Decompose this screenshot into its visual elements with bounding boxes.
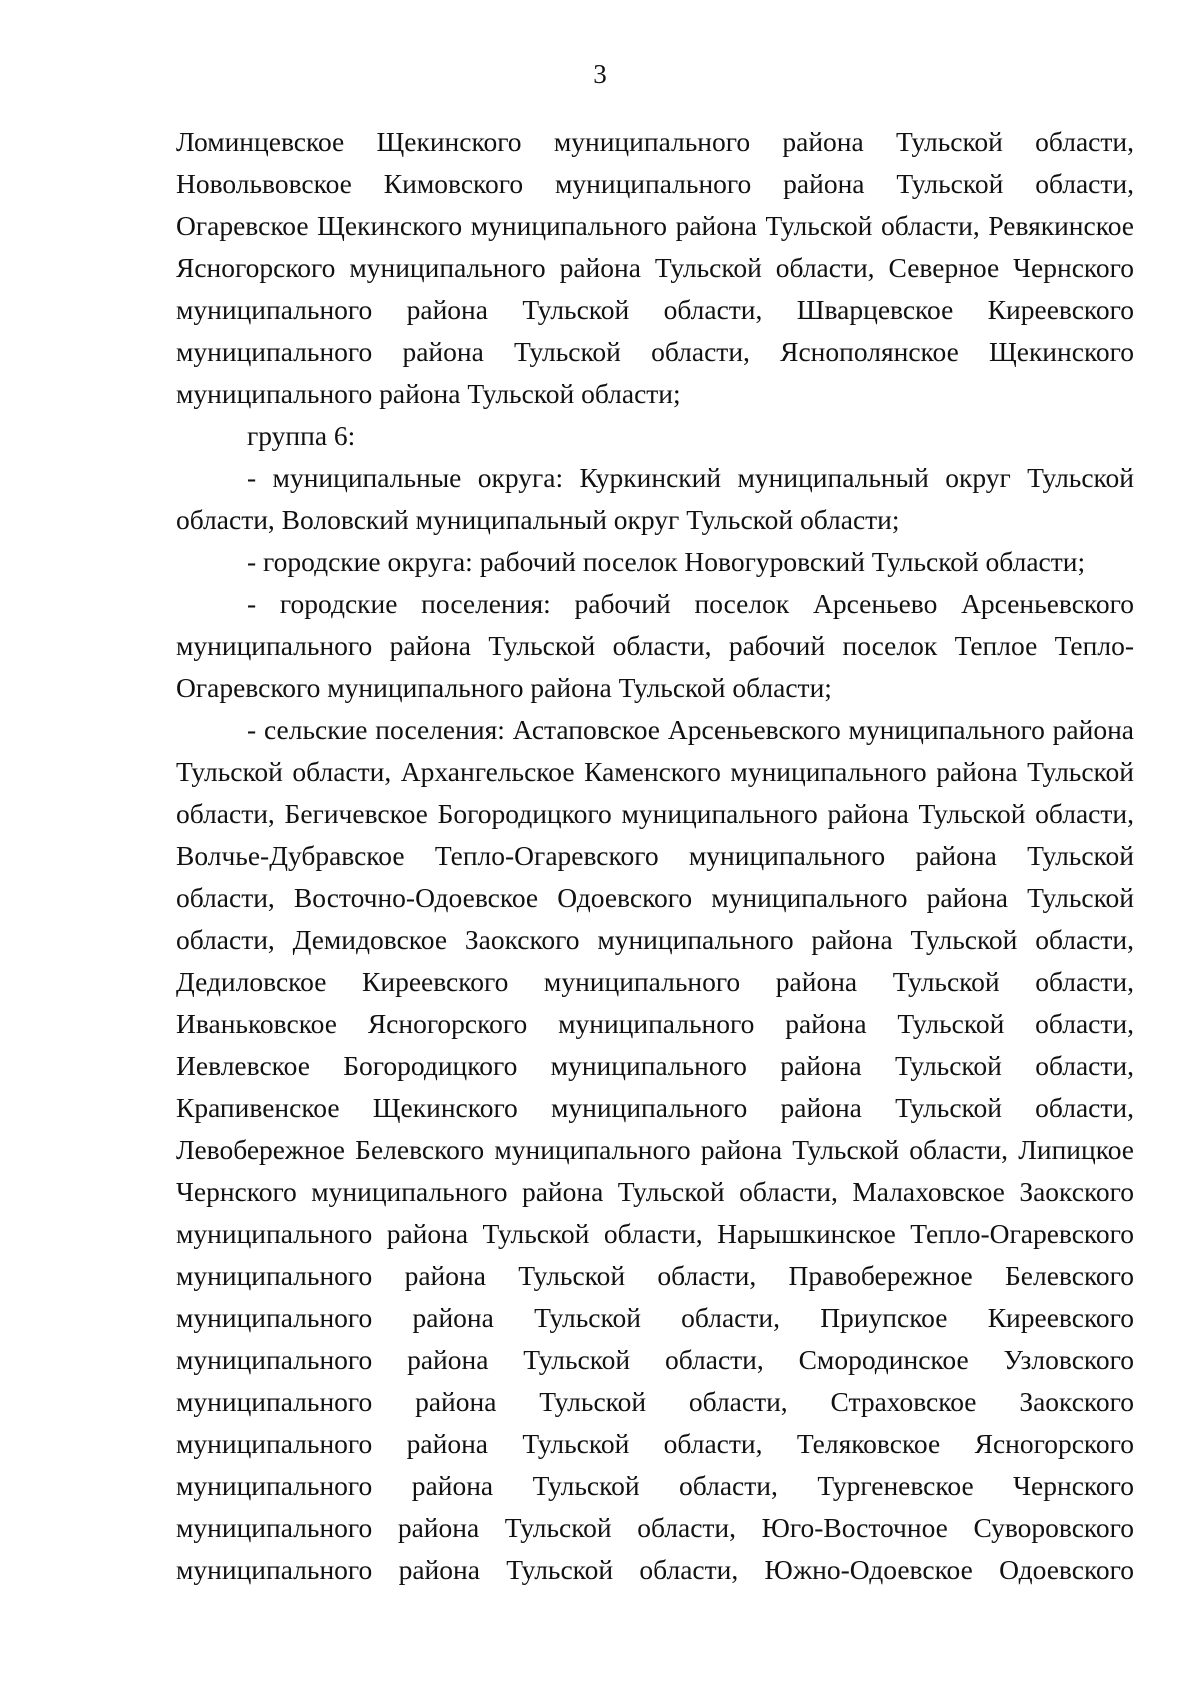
paragraph-municipal-districts: - муниципальные округа: Куркинский муниципальный округ Тульской области, Воловский муниципальный округ Тульской области;: [176, 462, 1134, 535]
paragraph-city-districts: - городские округа: рабочий поселок Новогуровский Тульской области;: [247, 546, 1086, 577]
paragraph-settlements-continuation: Ломинцевское Щекинского муниципального района Тульской области, Новольвовское Кимовского муниципального района Тульской области, Огаревское Щекинского муниципального района Тульской области, Ревякинское Ясногорского муниципального района Тульской области, Северное Чернского муниципального района Тульской области, Шварцевское Киреевского муниципального района Тульской области, Яснополянское Щекинского муниципального района Тульской области;: [176, 126, 1134, 409]
paragraph-urban-settlements: - городские поселения: рабочий поселок Арсеньево Арсеньевского муниципального района Тульской области, рабочий поселок Теплое Тепло-Огаревского муниципального района Тульской области;: [176, 588, 1134, 703]
group-6-heading: группа 6:: [247, 420, 356, 451]
page-number: 3: [593, 59, 607, 89]
document-body: [176, 121, 1134, 1591]
paragraph-rural-settlements: - сельские поселения: Астаповское Арсеньевского муниципального района Тульской области, Архангельское Каменского муниципального района Тульской области, Бегичевское Богородицкого муниципального района Тульской области, Волчье-Дубравское Тепло-Огаревского муниципального района Тульской области, Восточно-Одоевское Одоевского муниципального района Тульской области, Демидовское Заокского муниципального района Тульской области, Дедиловское Киреевского муниципального района Тульской области, Иваньковское Ясногорского муниципального района Тульской области, Иевлевское Богородицкого муниципального района Тульской области, Крапивенское Щекинского муниципального района Тульской области, Левобережное Белевского муниципального района Тульской области, Липицкое Чернского муниципального района Тульской области, Малаховское Заокского муниципального района Тульской области, Нарышкинское Тепло-Огаревского муниципального района Тульской области, Правобережное Белевского муниципального района Тульской области, Приупское Киреевского муниципального района Тульской области, Смородинское Узловского муниципального района Тульской области, Страховское Заокского муниципального района Тульской области, Теляковское Ясногорского муниципального района Тульской области, Тургеневское Чернского муниципального района Тульской области, Юго-Восточное Суворовского муниципального района Тульской области, Южно-Одоевское Одоевского: [176, 714, 1134, 1585]
